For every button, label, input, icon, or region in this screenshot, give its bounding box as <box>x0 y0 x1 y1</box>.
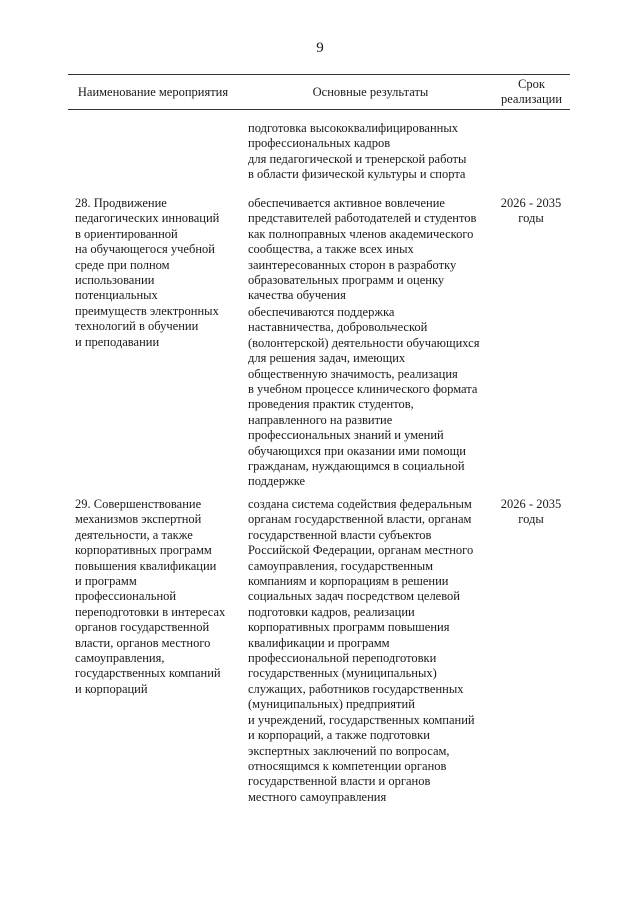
header-term-cell: Срок реализации <box>500 77 563 106</box>
header-results-cell: Основные результаты <box>312 84 429 99</box>
item-28-term: 2026 - 2035 годы <box>500 196 562 226</box>
page-number: 9 <box>316 40 324 56</box>
continuation-result: подготовка высококвалифицированных профессиональных кадров для педагогической и тренерской работы в области физической культуры и спорта <box>248 121 467 182</box>
item-29-name: 29. Совершенствование механизмов экспертной деятельности, а также корпоративных программ повышения квалификации и программ профессиональной переподготовки в интересах органов государственной власти, органов местного самоуправления, государственных компаний и корпораций <box>75 497 226 696</box>
item-29-result-1: создана система содействия федеральным органам государственной власти, органам государственной власти субъектов Российской Федерации, органам местного самоуправления, государственным компаниям и корпорациям в решении социальных задач посредством целевой подготовки кадров, реализации корпоративных программ повышения квалификации и программ профессиональной переподготовки государственных (муниципальных) служащих, работников государственных (муниципальных) предприятий и учреждений, государственных компаний и корпораций, а также подготовки экспертных заключений по вопросам, относящимся к компетенции органов государственной власти и органов местного самоуправления <box>248 497 475 804</box>
item-28-name: 28. Продвижение педагогических инноваций в ориентированной на обучающегося учебной среде при полном использовании потенциальных преимуществ электронных технологий в обучении и преподавании <box>75 196 220 349</box>
header-name-cell: Наименование мероприятия <box>77 84 229 99</box>
item-29-term: 2026 - 2035 годы <box>500 497 562 527</box>
item-28-result-2: обеспечиваются поддержка наставничества, добровольческой (волонтерской) деятельности обучающихся для решения задач, имеющих общественную значимость, реализация в учебном процессе клинического формата проведения практик студентов, направленного на развитие профессиональных знаний и умений обучающихся при оказании ими помощи гражданам, нуждающимся в социальной поддержке <box>248 305 480 489</box>
item-28-result-1: обеспечивается активное вовлечение представителей работодателей и студентов как полноправных членов академического сообщества, а также всех иных заинтересованных сторон в разработку образовательных программ и оценку качества обучения <box>248 196 477 303</box>
table-header <box>68 74 570 110</box>
